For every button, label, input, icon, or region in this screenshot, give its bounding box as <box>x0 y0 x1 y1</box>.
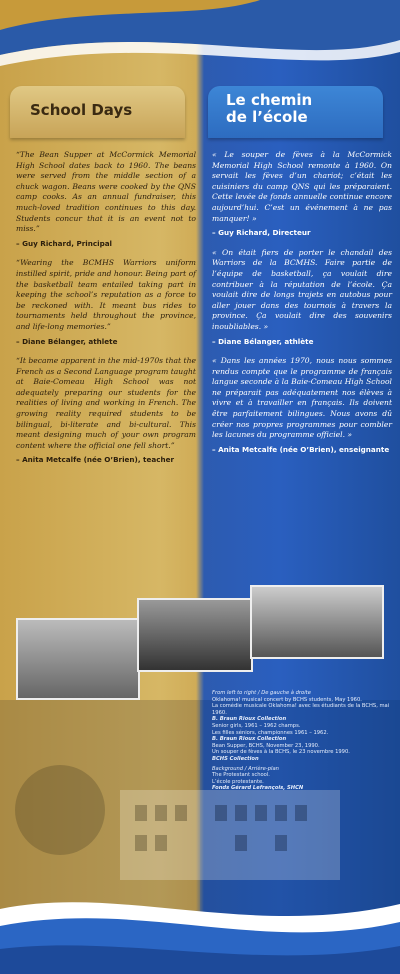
caption-line: Un souper de fèves à la BCHS, le 23 novembre 1990. <box>212 749 350 756</box>
quote-attribution: – Guy Richard, Directeur <box>212 228 311 238</box>
caption-line: The Protestant school. <box>212 772 270 779</box>
bean-supper-photo <box>250 585 384 659</box>
caption-source: B. Braun Rioux Collection <box>212 736 287 743</box>
caption-source: BCHS Collection <box>212 755 259 762</box>
bottom-wave-decoration <box>0 854 400 974</box>
french-title <box>208 86 383 126</box>
quote-attribution: – Anita Metcalfe (née O’Brien), teacher <box>16 455 175 465</box>
quote-text: « Le souper de fèves à la McCormick Memorial High School remonte à 1960. On servait les fèves d’un chariot; c’était les cuisiniers du camp QNS qui les préparaient. Cette levée de fonds annuelle continue encore aujourd’hui. C’est un événement à ne pas manquer! » <box>212 150 392 223</box>
quote-attribution: – Diane Bélanger, athlete <box>16 336 118 346</box>
french-header <box>208 86 383 138</box>
caption-line: Les filles séniors, championnes 1961 – 1962. <box>212 729 329 736</box>
quote-text: “It became apparent in the mid-1970s that the French as a Second Language program taught at Baie-Comeau High School was not adequately preparing our students for the realities of living and working in French. The growing reality required students to be bilingual, bi-literate and bi-cultural. This meant designing much of your own program content where the official one fell short.” <box>16 356 196 450</box>
senior-girls-team-photo <box>137 598 253 672</box>
quote-text: “Wearing the BCMHS Warriors uniform instilled spirit, pride and honour. Being part of the basketball team entailed taking part in keeping the school’s reputation as a force to be reckoned with. It meant bus rides to tournaments held throughout the province, and life-long memories.” <box>16 258 196 331</box>
caption-line: La comédie musicale Oklahoma! avec les étudiants de la BCHS, mai 1960. <box>212 703 390 716</box>
french-title-line1: Le chemin <box>226 91 313 109</box>
top-wave-decoration <box>0 0 400 70</box>
caption-heading: Background / Arrière-plan <box>212 765 279 772</box>
caption-line: Bean Supper, BCHS, November 23, 1990. <box>212 742 320 749</box>
quote-attribution: – Anita Metcalfe (née O’Brien), enseignante <box>212 444 390 454</box>
french-column <box>212 150 392 464</box>
quote-attribution: – Guy Richard, Principal <box>16 238 113 248</box>
caption-heading: From left to right / De gauche à droite <box>212 690 311 696</box>
french-title-line2: de l’école <box>226 108 308 126</box>
english-column <box>16 150 196 475</box>
quote-text: « On était fiers de porter le chandail des Warriors de la BCMHS. Faire partie de l’équipe de basketball, ça voulait dire contribuer à la réputation de l’école. Ça voulait dire de longs trajets en autobus pour aller jouer dans des tournois à travers la province. Ça voulait dire des souvenirs inoubliables. » <box>212 247 392 331</box>
caption-line: Oklahoma! musical concert by BCHS students, May 1960. <box>212 696 362 703</box>
caption-line: L’école protestante. <box>212 778 264 785</box>
quote-attribution: – Diane Bélanger, athlète <box>212 336 314 346</box>
english-title: School Days <box>30 101 133 119</box>
caption-line: Senior girls, 1961 – 1962 champs. <box>212 722 301 729</box>
caption-source: Fonds Gérard Lefrançois, SHCN <box>212 785 304 792</box>
quote-text: « Dans les années 1970, nous nous sommes rendus compte que le programme de français langue seconde à la Baie-Comeau High School ne préparait pas adéquatement nos élèves à vivre et à travailler en français. Ils doivent être parfaitement bilingues. Nous avons dû créer nos propres programmes pour combler les lacunes du programme officiel. » <box>212 356 392 440</box>
oklahoma-concert-photo <box>16 618 140 700</box>
quote-text: “The Bean Supper at McCormick Memorial High School dates back to 1960. The beans were served from the middle section of a chuck wagon. Beans were cooked by the QNS camp cooks. As an annual fundraiser, this much-loved tradition continues to this day. Students concur that it is an event not to miss.” <box>16 150 196 234</box>
photo-captions <box>212 690 392 792</box>
english-header <box>10 86 185 138</box>
caption-source: B. Braun Rioux Collection <box>212 716 287 723</box>
